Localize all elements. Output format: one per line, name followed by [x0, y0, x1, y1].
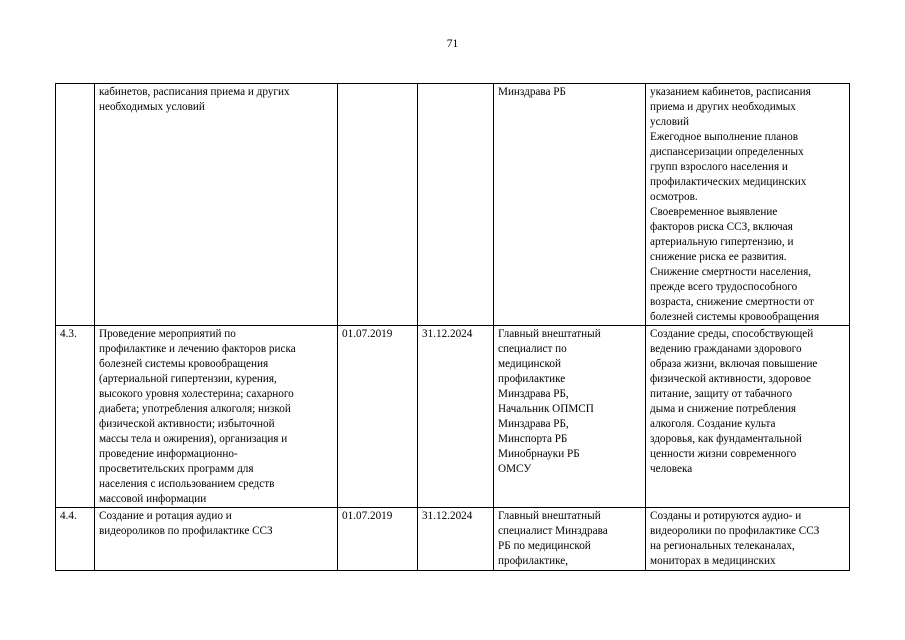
- text-line: массовой информации: [99, 493, 207, 505]
- text-line: Минспорта РБ: [498, 433, 568, 445]
- text-line: проведение информационно-: [99, 448, 238, 460]
- text-line: Минобрнауки РБ: [498, 448, 580, 460]
- text-line: диабета; употребления алкоголя; низкой: [99, 403, 291, 415]
- start-date-cell: [338, 84, 418, 326]
- table-row: [56, 326, 850, 508]
- text-line: РБ по медицинской: [498, 540, 591, 552]
- text-line: профилактических медицинских: [650, 176, 807, 188]
- text-line: Минздрава РБ,: [498, 388, 569, 400]
- text-line: факторов риска ССЗ, включая: [650, 221, 793, 233]
- text-line: физической активности, здоровое: [650, 373, 812, 385]
- text-line: видеоролики по профилактике ССЗ: [650, 525, 820, 537]
- text-line: профилактике,: [498, 555, 569, 567]
- text-line: Созданы и ротируются аудио- и: [650, 510, 802, 522]
- text-line: алкоголя. Создание культа: [650, 418, 776, 430]
- text-line: здоровья, как фундаментальной: [650, 433, 802, 445]
- text-line: Своевременное выявление: [650, 206, 778, 218]
- text-line: групп взрослого населения и: [650, 161, 788, 173]
- item-number-cell: 4.3.: [56, 326, 95, 508]
- text-line: медицинской: [498, 358, 561, 370]
- text-line: кабинетов, расписания приема и других: [99, 86, 290, 98]
- responsible-cell: [494, 508, 646, 571]
- text-line: высокого уровня холестерина; сахарного: [99, 388, 294, 400]
- end-date-cell: [418, 84, 494, 326]
- text-line: массы тела и ожирения), организация и: [99, 433, 288, 445]
- table-row: [56, 508, 850, 571]
- text-line: (артериальной гипертензии, курения,: [99, 373, 277, 385]
- text-line: Проведение мероприятий по: [99, 328, 236, 340]
- text-line: снижение риска ее развития.: [650, 251, 787, 263]
- text-line: Начальник ОПМСП: [498, 403, 594, 415]
- text-line: Главный внештатный: [498, 328, 601, 340]
- text-line: ценности жизни современного: [650, 448, 797, 460]
- activity-cell: [95, 84, 338, 326]
- item-number-cell: [56, 84, 95, 326]
- activity-cell: [95, 326, 338, 508]
- table-row: [56, 84, 850, 326]
- text-line: диспансеризации определенных: [650, 146, 804, 158]
- expected-result-cell: [646, 326, 850, 508]
- text-line: специалист Минздрава: [498, 525, 608, 537]
- expected-result-cell: [646, 84, 850, 326]
- text-line: профилактике и лечению факторов риска: [99, 343, 296, 355]
- text-line: приема и других необходимых: [650, 101, 796, 113]
- text-line: видеороликов по профилактике ССЗ: [99, 525, 273, 537]
- text-line: ОМСУ: [498, 463, 532, 475]
- text-line: Создание среды, способствующей: [650, 328, 814, 340]
- text-line: Минздрава РБ,: [498, 418, 569, 430]
- text-line: Снижение смертности населения,: [650, 266, 812, 278]
- expected-result-cell: [646, 508, 850, 571]
- activity-cell: [95, 508, 338, 571]
- item-number-cell: 4.4.: [56, 508, 95, 571]
- text-line: прежде всего трудоспособного: [650, 281, 798, 293]
- text-line: необходимых условий: [99, 101, 205, 113]
- text-line: артериальную гипертензию, и: [650, 236, 794, 248]
- text-line: питание, защиту от табачного: [650, 388, 793, 400]
- start-date-cell: 01.07.2019: [338, 326, 418, 508]
- page-number: 71: [446, 38, 459, 50]
- measures-table: [55, 83, 850, 571]
- text-line: специалист по: [498, 343, 567, 355]
- text-line: дыма и снижение потребления: [650, 403, 797, 415]
- text-line: указанием кабинетов, расписания: [650, 86, 811, 98]
- text-line: населения с использованием средств: [99, 478, 275, 490]
- responsible-cell: [494, 326, 646, 508]
- text-line: ведению гражданами здорового: [650, 343, 802, 355]
- text-line: образа жизни, включая повышение: [650, 358, 818, 370]
- end-date-cell: 31.12.2024: [418, 326, 494, 508]
- text-line: человека: [650, 463, 693, 475]
- responsible-cell: [494, 84, 646, 326]
- text-line: мониторах в медицинских: [650, 555, 776, 567]
- text-line: Создание и ротация аудио и: [99, 510, 232, 522]
- text-line: возраста, снижение смертности от: [650, 296, 814, 308]
- text-line: на региональных телеканалах,: [650, 540, 795, 552]
- end-date-cell: 31.12.2024: [418, 508, 494, 571]
- text-line: болезней системы кровообращения: [650, 311, 820, 323]
- text-line: профилактике: [498, 373, 566, 385]
- text-line: Главный внештатный: [498, 510, 601, 522]
- text-line: условий: [650, 116, 689, 128]
- text-line: Минздрава РБ: [498, 86, 566, 98]
- start-date-cell: 01.07.2019: [338, 508, 418, 571]
- text-line: Ежегодное выполнение планов: [650, 131, 799, 143]
- text-line: физической активности; избыточной: [99, 418, 275, 430]
- text-line: просветительских программ для: [99, 463, 254, 475]
- text-line: болезней системы кровообращения: [99, 358, 269, 370]
- text-line: осмотров.: [650, 191, 698, 203]
